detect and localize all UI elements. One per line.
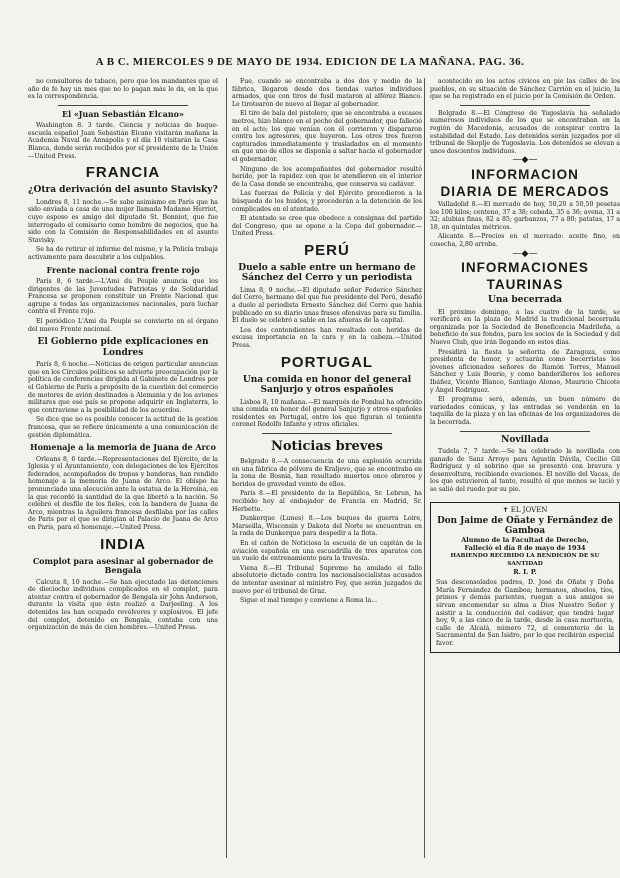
- article-text: Washington 8. 3 tarde. Ciencia y noticias de buque-escuela español Juan Sebastián Elcano visitarán mañana la Academia Naval de Annápolis y el día 10 visitarán la Casa Blanca, donde serán recibidos por el presidente de la Unión—United Press.: [28, 122, 218, 160]
- article-text: Lisboa 8, 10 mañana.—El marqués de Pombal ha ofrecido una comida en honor del general Sanjurjo y otros españoles residentes en Portugal, entre los que figuran el teniente coronel Rodolfo Infante y otros oficiales.: [232, 398, 422, 429]
- cross-icon: ✝: [502, 505, 509, 514]
- headline-duelo-sable: Duelo a sable entre un hermano de Sánchez del Cerro y un periodista: [238, 262, 416, 284]
- column-rule: [424, 78, 425, 858]
- article-text: Ninguno de los acompañantes del gobernador resultó herido, por la rapidez con que le atendieron en el interior de la Casa donde se encontraba, que conserva su cadáver.: [232, 165, 422, 188]
- article-text: París 8.—El presidente de la República, Sr. Lebrun, ha recibido hoy al embajador de Francia en Madrid, Sr. Herbette.: [232, 490, 422, 513]
- section-title-india: INDIA: [100, 535, 146, 553]
- article-text: Calcuta 8, 10 noche.—Se han ejecutado las detenciones de dieciocho individuos complicados en el complot, para atentar contra el gobernador de Bengala sir John Anderson, durante la visita que éste realizó a Darjeeling. A los detenidos les han ocupado revólveres y explosivos. El jefe del complot, detenido en Bengala, contaba con una organización de más de cien hombres.—United Press.: [28, 578, 218, 632]
- article-text: Se ha de retirar el informe del mismo, y la Policía trabaja activamente para descubrir a los culpables.: [28, 246, 218, 261]
- headline-novillada: Novillada: [501, 434, 549, 445]
- article-text: Belgrado 8.—El Congreso de Yugoslavia ha señalado numerosos individuos de los que se encontraban en la región de Macedonia, acusados de conspirar contra la estabilidad del Estado. Los detenidos serán juzgados por el tribunal de Skoplje de Yugoslavia. Los detenidos se elevan a unos doscientos individuos.: [430, 109, 620, 155]
- obituary-label-text: EL JOVEN: [510, 505, 548, 514]
- obituary-label: [436, 507, 614, 515]
- article-text: El próximo domingo, a las cuatro de la tarde, se verificará en la plaza de Madrid la tradicional becerrada organizada por la Sociedad de Beneficencia Madrileña, a beneficio de sus fondos, para los socios de la Sociedad y del Nuevo Club, que irán llegando en estos días.: [430, 308, 620, 346]
- column-3: [430, 78, 620, 858]
- ornament-divider: —◆—: [512, 155, 538, 166]
- article-text: Las fuerzas de Policía y del Ejército procedieron a la búsqueda de los huidos, y procederán a la detención de los complicados en el atentado.: [232, 190, 422, 213]
- article-text: Lima 8, 9 noche.—El diputado señor Federico Sánchez del Cerro, hermano del que fue presidente del Perú, desafió a duelo al periodista Ernesto Sánchez del Cerro que había publicado en su diario unas frases ofensivas para su familia. El duelo se celebró a sable en las afueras de la capital.: [232, 286, 422, 325]
- article-text: París 8, 6 noche.—Noticias de origen particular anuncian que en los Círculos políticos se advierte preocupación por la política de conferencias dirigida al Gabinete de Londres por el Gobierno de París a propósito de la cuestión del comercio de motores de avión destinados a Alemania y de los aviones militares que ese país se propone adquirir en Inglaterra, lo que contraviene a la posibilidad de los acuerdos.: [28, 361, 218, 414]
- article-text: Belgrado 8.—A consecuencia de una explosión ocurrida en una fábrica de pólvora de Kraljevo, que se encontraba en la zona de Bosnia, han resultado muertos once obreros y heridos de gravedad veinte de ellos.: [232, 458, 422, 488]
- article-text: El atentado se cree que obedece a consignas del partido del Congreso, que se opone a la Copa del gobernador.—United Press.: [232, 215, 422, 238]
- page-header: A B C. MIERCOLES 9 DE MAYO DE 1934. EDICION DE LA MAÑANA. PAG. 36.: [95, 56, 525, 68]
- obituary-name: Don Jaime de Oñate y Fernández de Gamboa: [437, 516, 613, 537]
- divider: [460, 431, 590, 432]
- ornament-divider: —◆—: [512, 248, 538, 259]
- article-text: París 8, 6 tarde.—L'Ami du Peuple anuncia que los dirigentes de las Juventudes Patriotas y de Solidaridad Francesa se proponen constituir un Frente Nacional que agrupe a todas las organizaciones nacionales, para luchar contra el Frente rojo.: [28, 278, 218, 316]
- article-text: El periódico L'Ami du Peuple se convierte en el órgano del nuevo Frente nacional.: [28, 317, 218, 333]
- article-text: El programa será, además, un buen número de variedades cómicas, y las entradas se venderán en la taquilla de la plaza y en las oficinas de los organizadores de la becerrada.: [430, 396, 620, 426]
- article-text: Presidirá la fiesta la señorita de Zaragoza, como presidenta de honor, y actuarán como becerristas los jóvenes aficionados señores de Ramón Torres, Manuel Sánchez y Luis Bourio, y como banderilleros los señores Ibáñez, Vicente Blanco, Santiago Alonso, Mauricio Chicote y Ángel Rodríguez.: [430, 348, 620, 394]
- article-text: Dunkerque (Lunes) 8.—Los buques de guerra Loire, Marseilla, Wisconsin y Dakota del Norte se encuentran en la rada de Dunkerque para despedir a la flota.: [232, 515, 422, 538]
- column-2: [232, 78, 422, 858]
- article-text: Se dice que no es posible conocer la actitud de la gestión francesa, que se refiere únicamente a una comunicación de gestión diplomática.: [28, 416, 218, 439]
- article-text: Alicante 8.—Precios en el mercado: aceite fino, en cosecha, 2,80 arroba.: [430, 233, 620, 248]
- article-text: En el cañón de Noticiosa la escuela de un capitán de la aviación española en una escuadrilla de tres aparatos con un vuelo de entrenamiento para la travesía.: [232, 539, 422, 563]
- column-1: [28, 78, 218, 858]
- divider: [58, 105, 188, 106]
- section-title-mercados: DIARIA DE MERCADOS: [440, 183, 610, 199]
- headline-gobierno-explicaciones: El Gobierno pide explicaciones en Londres: [37, 337, 209, 358]
- headline-becerrada: Una becerrada: [487, 295, 563, 306]
- article-text: Orleans 8, 6 tarde.—Representaciones del Ejército, de la Iglesia y el Ayuntamiento, con delegaciones de los Ejércitos federados, acompañados de tropas y banderas, han rendido homenaje a la memoria de Juana de Arco. El obispo ha pronunciado una alocución ante la estatua de la Heroína, en la que recordó la santidad de la que libertó a la nación. Se celebró el desfile de los fieles, con la bandera de Juana de Arco, mientras la Aguilera francesa desfilaba por las calles de París por el que se dirigían al Palacio de Juana de Arco en París, para el homenaje.—United Press.: [28, 455, 218, 531]
- section-title-portugal: PORTUGAL: [280, 353, 374, 371]
- obituary-rip: R. I. P.: [513, 568, 537, 577]
- section-title-taurinas: TAURINAS: [486, 277, 564, 293]
- obituary-body: Sus desconsolados padres, D. José de Oñate y Doña María Fernández de Gamboa; hermanos, abuelos, tíos, primos y demás parientes, ruegan a sus amigos se sirvan encomendar su alma a Dios Nuestro Señor y asistir a la conducción del cadáver, que tendrá lugar hoy, 9, a las cinco de la tarde, desde la casa mortuoria, calle de Alcalá, número 72, al cementerio de la Sacramental de San Isidro, por lo que recibirán especial favor.: [436, 579, 614, 647]
- headline-complot-bengala: Complot para asesinar al gobernador de Bengala: [32, 555, 214, 576]
- headline-sebastian-elcano: El «Juan Sebastián Elcano»: [61, 108, 185, 119]
- section-title-noticias-breves: Noticias breves: [271, 439, 383, 454]
- article-text: Valladolid 8.—El mercado de hoy, 50,20 a 50,50 pesetas los 100 kilos; centeno, 37 a 38; cebada, 35 a 36; avena, 31 a 32; alubias finas, 82 a 85; garbanzos, 77 a 80; patatas, 17 a 18, en quintales métricos.: [430, 200, 620, 231]
- headline-juana-de-arco: Homenaje a la memoria de Juana de Arco: [30, 442, 216, 453]
- column-rule: [226, 78, 227, 858]
- article-text: Fue, cuando se encontraba a dos dos y medio de la fábrica, llegaron desde dos tiendas varios individuos armados, que con tiros de fusil mataron al alférez Bianco. Le tirotearon de nuevo al llegar al gobernador.: [232, 78, 422, 108]
- headline-comida-sanjurjo: Una comida en honor del general Sanjurjo y otros españoles: [242, 374, 412, 396]
- article-text: Viena 8.—El Tribunal Supremo ha anulado el fallo absolutorio dictado contra los nacionalsocialistas acusados de intentar asesinar al ministro Fey, que serán juzgados de nuevo por el tribunal de Graz.: [232, 564, 422, 595]
- obituary-box: [430, 502, 620, 653]
- obituary-date: Falleció el día 8 de mayo de 1934: [464, 544, 586, 553]
- article-text: Los dos contendientes han resultado con heridas de escasa importancia en la cara y en la cabeza.—United Press.: [232, 326, 422, 350]
- obituary-blessing: HABIENDO RECIBIDO LA BENDICIÓN DE SU SANTIDAD: [450, 553, 600, 568]
- divider: [460, 105, 590, 106]
- section-title-informacion: INFORMACION: [471, 166, 579, 182]
- obituary-subtitle: Alumno de la Facultad de Derecho,: [461, 536, 589, 545]
- article-text: no consultores de tabaco, pero que los mandantes que el año de fe hay un mes que no lo pagan más le da, en la que es la correspondencia.: [28, 78, 218, 101]
- article-text: Londres 8, 11 noche.—Se sabe asimismo en París que ha sido enviada a casa de una mujer llamada Madame Herriot, cuyo esposo es amigo del diputado St. Bonniot, que fue interrogado el comisario como hombre de negocios, que ha sido con la Comisión de Responsabilidades en el asunto Stavisky.: [28, 198, 218, 244]
- headline-stavisky: ¿Otra derivación del asunto Stavisky?: [28, 185, 218, 196]
- article-text: Tudela 7, 7 tarde.—Se ha celebrado la novillada con ganado de Sanz Arroyo para Agustín Dávila, Cecilio Gil Rodríguez y el sobrino que se presentó con bravura y desenvoltura, recibiendo ovaciones. El novillo del Vacas, de los que estuvieron al tanto, resultó el que menos se lució y se salió del ruedo por su pie.: [430, 448, 620, 493]
- divider: [262, 433, 392, 434]
- section-title-informaciones: INFORMACIONES: [461, 260, 589, 276]
- article-text: El tiro de bala del pistolero, que se encontraba a escasos metros, hizo blanco en el pecho del gobernador, que falleció en el acto; los que venían con él corrieron y dispararon contra los agresores, que huyeron. Los otros tres fueron capturados inmediatamente y trasladados en el momento en que uno de ellos se disponía a saltar hacia el gobernador el gobernador.: [232, 110, 422, 163]
- article-text: Sigue el mal tiempo y conviene a Roma la...: [240, 597, 378, 605]
- headline-frente-nacional: Frente nacional contra frente rojo: [46, 264, 200, 275]
- article-text: acontecido en los actos cívicos en pie las calles de los pueblos, en su situación de Sánchez Carrión en el juicio, la que se ha registrado en el juicio por la Comisión de Orden.: [430, 78, 620, 101]
- section-title-peru: PERÚ: [304, 241, 350, 259]
- section-title-francia: FRANCIA: [85, 164, 161, 182]
